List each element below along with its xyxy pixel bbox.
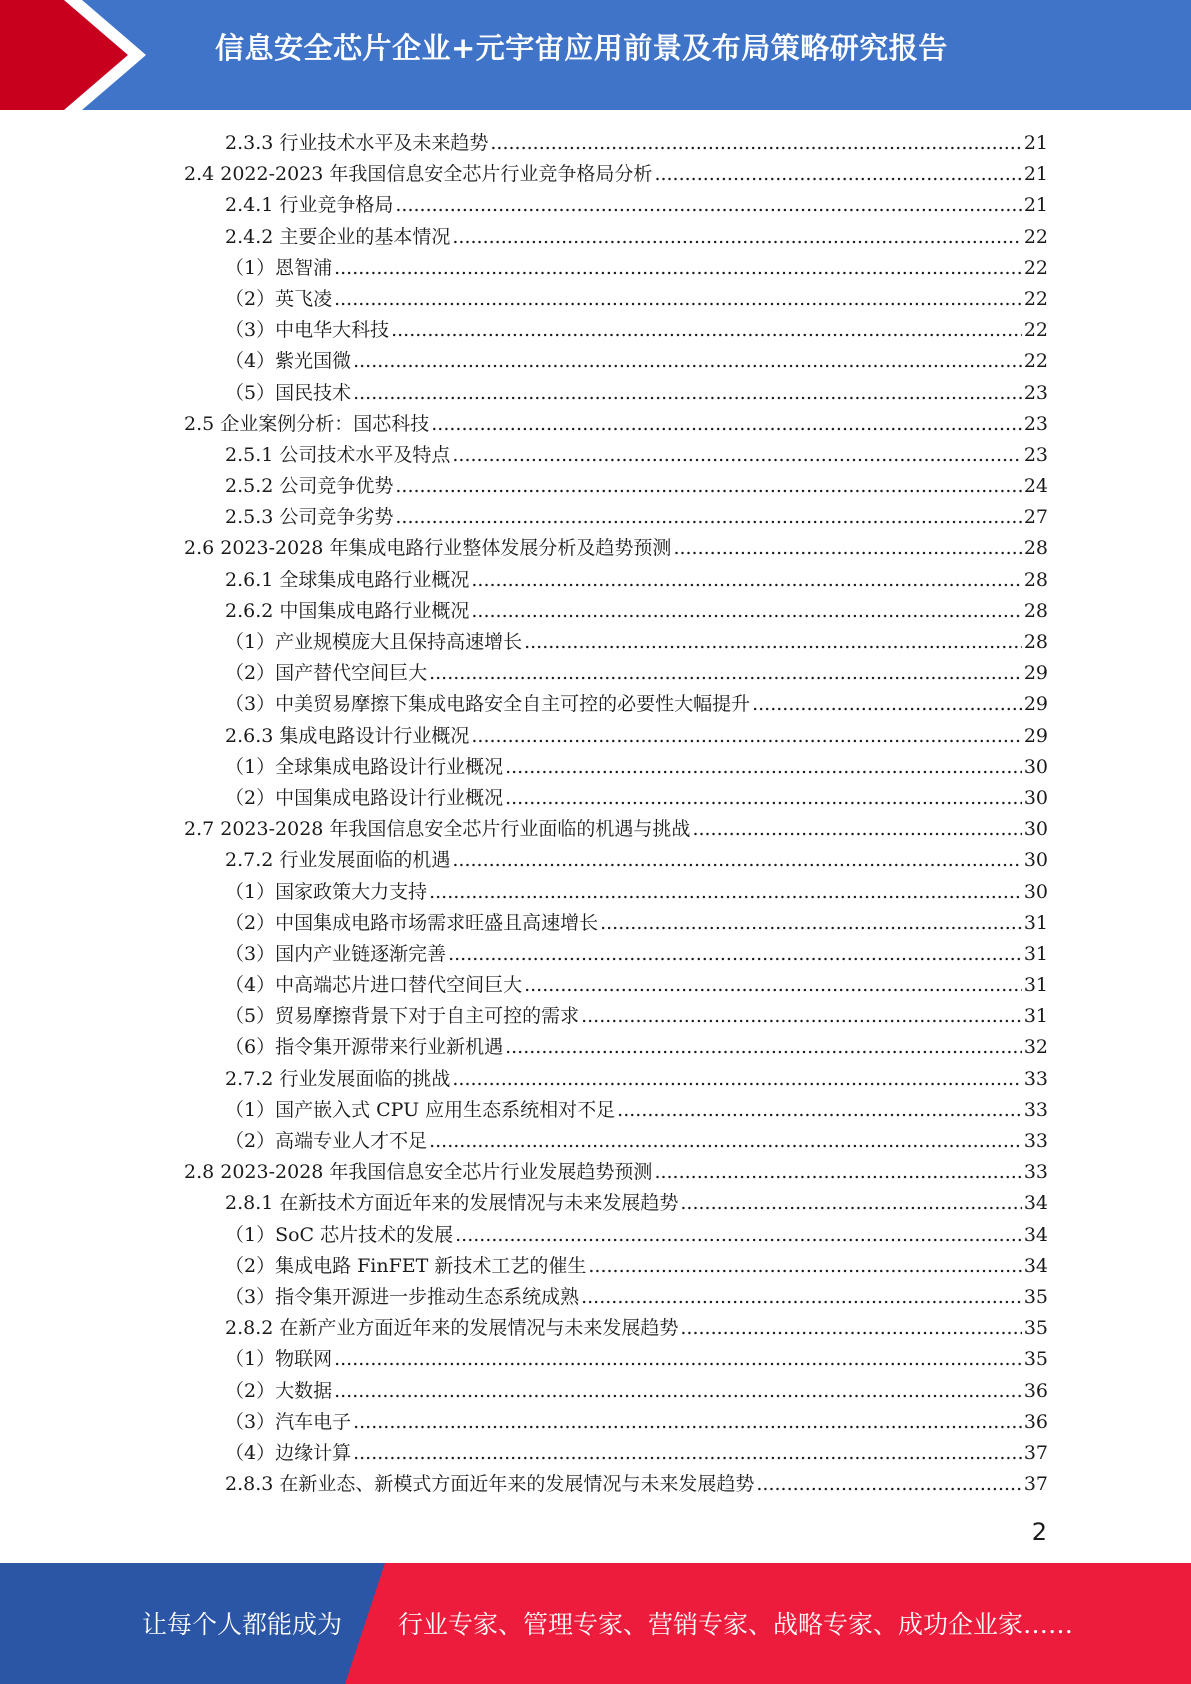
toc-dot-leader: [395, 502, 1021, 533]
toc-entry[interactable]: [184, 1376, 1048, 1407]
toc-entry-page: 36: [1023, 1410, 1048, 1433]
toc-entry[interactable]: [184, 190, 1048, 221]
toc-entry[interactable]: [184, 1282, 1048, 1313]
toc-entry-title: （4）边缘计算: [225, 1441, 352, 1464]
toc-entry-page: 30: [1023, 849, 1048, 872]
toc-entry-page: 22: [1023, 287, 1048, 310]
toc-entry[interactable]: [184, 970, 1048, 1001]
toc-entry-page: 28: [1023, 568, 1048, 591]
footer-slogan-right: 行业专家、管理专家、营销专家、战略专家、成功企业家……: [398, 1610, 1074, 1639]
toc-entry-page: 36: [1023, 1379, 1048, 1402]
toc-entry-page: 28: [1023, 537, 1048, 560]
toc-entry-page: 34: [1023, 1223, 1048, 1246]
toc-entry-title: 2.8.1 在新技术方面近年来的发展情况与未来发展趋势: [225, 1192, 679, 1215]
toc-entry-page: 37: [1023, 1473, 1048, 1496]
toc-entry-title: 2.3.3 行业技术水平及未来趋势: [225, 132, 489, 154]
toc-entry[interactable]: [184, 471, 1048, 502]
toc-entry[interactable]: [184, 596, 1048, 627]
toc-entry-title: （2）高端专业人才不足: [225, 1130, 428, 1152]
toc-entry-page: 35: [1023, 1348, 1048, 1371]
toc-entry-page: 35: [1023, 1285, 1048, 1308]
toc-dot-leader: [429, 658, 1022, 689]
toc-entry-page: 21: [1023, 194, 1048, 217]
toc-entry-page: 23: [1023, 443, 1048, 466]
toc-dot-leader: [505, 1032, 1022, 1063]
toc-dot-leader: [680, 1188, 1021, 1219]
toc-entry-page: 34: [1023, 1192, 1048, 1215]
toc-entry-title: （3）指令集开源进一步推动生态系统成熟: [225, 1285, 580, 1308]
toc-entry[interactable]: [184, 752, 1048, 783]
toc-dot-leader: [391, 315, 1022, 346]
toc-entry-page: 28: [1023, 599, 1048, 622]
toc-entry[interactable]: [184, 565, 1048, 596]
toc-entry-page: 33: [1023, 1161, 1048, 1184]
toc-entry-title: 2.8 2023-2028 年我国信息安全芯片行业发展趋势预测: [184, 1161, 653, 1184]
toc-entry-page: 23: [1023, 381, 1048, 404]
toc-dot-leader: [752, 689, 1022, 720]
toc-entry[interactable]: [184, 783, 1048, 814]
toc-entry[interactable]: [184, 378, 1048, 409]
toc-entry[interactable]: [184, 658, 1048, 689]
toc-entry[interactable]: [184, 1126, 1048, 1157]
toc-dot-leader: [471, 565, 1021, 596]
toc-entry-page: 23: [1023, 412, 1048, 435]
toc-entry-title: （2）中国集成电路市场需求旺盛且高速增长: [225, 911, 599, 934]
toc-dot-leader: [429, 1126, 1022, 1157]
toc-dot-leader: [455, 1220, 1022, 1251]
toc-entry-page: 22: [1023, 256, 1048, 279]
toc-entry-title: （1）恩智浦: [225, 256, 333, 279]
toc-entry-title: （1）SoC 芯片技术的发展: [225, 1223, 454, 1246]
toc-dot-leader: [471, 596, 1021, 627]
toc-dot-leader: [680, 1313, 1021, 1344]
toc-entry-title: （3）中电华大科技: [225, 319, 390, 342]
toc-dot-leader: [617, 1095, 1022, 1126]
toc-entry-title: （1）国家政策大力支持: [225, 880, 428, 903]
toc-entry-title: （2）英飞凌: [225, 287, 333, 310]
toc-entry[interactable]: [184, 222, 1048, 253]
toc-entry[interactable]: [184, 1032, 1048, 1063]
toc-entry[interactable]: [184, 253, 1048, 284]
toc-entry-title: 2.6.3 集成电路设计行业概况: [225, 724, 470, 747]
toc-entry[interactable]: [184, 502, 1048, 533]
footer-slogan-left: 让每个人都能成为: [142, 1610, 343, 1639]
toc-entry-title: （2）集成电路 FinFET 新技术工艺的催生: [225, 1254, 587, 1277]
toc-entry-page: 35: [1023, 1317, 1048, 1340]
toc-entry[interactable]: [184, 877, 1048, 908]
toc-entry[interactable]: [184, 1095, 1048, 1126]
toc-dot-leader: [524, 970, 1022, 1001]
toc-dot-leader: [600, 908, 1022, 939]
toc-entry-title: 2.6.1 全球集成电路行业概况: [225, 568, 470, 591]
toc-entry[interactable]: [184, 814, 1048, 845]
toc-entry[interactable]: [184, 159, 1048, 190]
toc-entry[interactable]: [184, 315, 1048, 346]
toc-entry[interactable]: [184, 1344, 1048, 1375]
toc-entry-page: 29: [1023, 693, 1048, 716]
toc-dot-leader: [395, 471, 1021, 502]
toc-entry-title: （6）指令集开源带来行业新机遇: [225, 1036, 504, 1059]
toc-entry-page: 33: [1023, 1130, 1048, 1152]
toc-dot-leader: [673, 533, 1021, 564]
toc-entry-title: （5）国民技术: [225, 381, 352, 404]
toc-entry-page: 33: [1023, 1067, 1048, 1090]
toc-dot-leader: [581, 1001, 1022, 1032]
toc-entry-page: 21: [1023, 132, 1048, 154]
toc-entry-title: （3）中美贸易摩擦下集成电路安全自主可控的必要性大幅提升: [225, 693, 751, 716]
toc-dot-leader: [588, 1251, 1021, 1282]
toc-entry-page: 31: [1023, 1005, 1048, 1028]
toc-dot-leader: [524, 627, 1022, 658]
toc-entry[interactable]: [184, 1220, 1048, 1251]
toc-dot-leader: [692, 814, 1021, 845]
toc-dot-leader: [490, 128, 1021, 159]
toc-dot-leader: [505, 783, 1022, 814]
page-footer: [0, 1563, 1191, 1684]
toc-dot-leader: [448, 939, 1022, 970]
toc-entry-page: 31: [1023, 942, 1048, 965]
toc-dot-leader: [334, 253, 1022, 284]
toc-dot-leader: [756, 1469, 1021, 1500]
toc-entry-title: 2.5.2 公司竞争优势: [225, 475, 394, 498]
toc-entry-title: （2）中国集成电路设计行业概况: [225, 786, 504, 809]
toc-entry[interactable]: [184, 1001, 1048, 1032]
toc-entry-title: 2.4.1 行业竞争格局: [225, 194, 394, 217]
toc-entry-title: （3）国内产业链逐渐完善: [225, 942, 447, 965]
toc-entry[interactable]: [184, 409, 1048, 440]
toc-entry-title: （1）产业规模庞大且保持高速增长: [225, 631, 523, 653]
toc-entry-page: 31: [1023, 911, 1048, 934]
toc-dot-leader: [353, 378, 1022, 409]
toc-entry-title: 2.7 2023-2028 年我国信息安全芯片行业面临的机遇与挑战: [184, 818, 691, 841]
toc-entry-page: 31: [1023, 974, 1048, 997]
toc-entry-title: （5）贸易摩擦背景下对于自主可控的需求: [225, 1005, 580, 1028]
toc-entry-title: 2.6.2 中国集成电路行业概况: [225, 599, 470, 622]
toc-dot-leader: [334, 1376, 1022, 1407]
toc-dot-leader: [581, 1282, 1022, 1313]
toc-entry-title: 2.7.2 行业发展面临的机遇: [225, 849, 451, 872]
toc-dot-leader: [452, 222, 1021, 253]
table-of-contents: [184, 128, 1048, 1500]
toc-dot-leader: [429, 877, 1022, 908]
toc-entry-title: 2.6 2023-2028 年集成电路行业整体发展分析及趋势预测: [184, 537, 672, 560]
toc-entry[interactable]: [184, 346, 1048, 377]
toc-entry-page: 27: [1023, 506, 1048, 529]
toc-entry[interactable]: [184, 440, 1048, 471]
toc-dot-leader: [505, 752, 1022, 783]
toc-entry[interactable]: [184, 908, 1048, 939]
toc-entry-page: 22: [1023, 225, 1048, 248]
toc-entry-title: （4）中高端芯片进口替代空间巨大: [225, 974, 523, 997]
toc-dot-leader: [353, 1438, 1022, 1469]
toc-entry[interactable]: [184, 1188, 1048, 1219]
toc-dot-leader: [654, 159, 1021, 190]
toc-entry-page: 30: [1023, 755, 1048, 778]
toc-entry[interactable]: [184, 1157, 1048, 1188]
toc-entry[interactable]: [184, 1469, 1048, 1500]
toc-dot-leader: [452, 845, 1021, 876]
toc-entry-page: 28: [1023, 631, 1048, 653]
toc-entry-page: 22: [1023, 319, 1048, 342]
toc-entry-page: 32: [1023, 1036, 1048, 1059]
toc-entry-title: 2.5.3 公司竞争劣势: [225, 506, 394, 529]
toc-entry-title: 2.8.2 在新产业方面近年来的发展情况与未来发展趋势: [225, 1317, 679, 1340]
toc-entry-page: 30: [1023, 880, 1048, 903]
toc-dot-leader: [334, 284, 1022, 315]
toc-dot-leader: [431, 409, 1022, 440]
toc-entry[interactable]: [184, 533, 1048, 564]
toc-dot-leader: [452, 440, 1021, 471]
toc-entry[interactable]: [184, 1313, 1048, 1344]
toc-entry-title: 2.7.2 行业发展面临的挑战: [225, 1067, 451, 1090]
header-arrow-graphic: [0, 0, 160, 110]
toc-entry-page: 22: [1023, 350, 1048, 373]
toc-entry[interactable]: [184, 939, 1048, 970]
toc-entry-title: （1）国产嵌入式 CPU 应用生态系统相对不足: [225, 1098, 616, 1121]
toc-entry[interactable]: [184, 1407, 1048, 1438]
toc-entry[interactable]: [184, 721, 1048, 752]
toc-dot-leader: [471, 721, 1021, 752]
page-number: 2: [1031, 1518, 1047, 1546]
page-header: [0, 0, 1191, 110]
toc-entry-page: 30: [1023, 786, 1048, 809]
toc-entry-title: （3）汽车电子: [225, 1410, 352, 1433]
toc-entry-page: 29: [1023, 662, 1048, 685]
toc-dot-leader: [654, 1157, 1021, 1188]
toc-entry[interactable]: [184, 128, 1048, 159]
toc-dot-leader: [395, 190, 1021, 221]
toc-entry-page: 21: [1023, 163, 1048, 186]
toc-entry[interactable]: [184, 1438, 1048, 1469]
toc-entry-page: 34: [1023, 1254, 1048, 1277]
toc-entry-title: 2.5 企业案例分析：国芯科技: [184, 412, 430, 435]
toc-entry[interactable]: [184, 1064, 1048, 1095]
toc-entry[interactable]: [184, 627, 1048, 658]
toc-entry-title: （1）物联网: [225, 1348, 333, 1371]
toc-entry-title: 2.5.1 公司技术水平及特点: [225, 443, 451, 466]
toc-dot-leader: [353, 346, 1022, 377]
toc-entry[interactable]: [184, 689, 1048, 720]
toc-dot-leader: [334, 1344, 1022, 1375]
toc-entry-page: 33: [1023, 1098, 1048, 1121]
toc-dot-leader: [452, 1064, 1021, 1095]
toc-entry-page: 24: [1023, 475, 1048, 498]
toc-entry-page: 30: [1023, 818, 1048, 841]
toc-entry-title: 2.4.2 主要企业的基本情况: [225, 225, 451, 248]
toc-entry-title: （1）全球集成电路设计行业概况: [225, 755, 504, 778]
toc-entry-title: 2.4 2022-2023 年我国信息安全芯片行业竞争格局分析: [184, 163, 653, 186]
toc-entry-title: （2）大数据: [225, 1379, 333, 1402]
toc-entry-page: 29: [1023, 724, 1048, 747]
toc-entry-title: （4）紫光国微: [225, 350, 352, 373]
toc-entry[interactable]: [184, 1251, 1048, 1282]
toc-entry[interactable]: [184, 284, 1048, 315]
toc-entry-title: （2）国产替代空间巨大: [225, 662, 428, 685]
toc-entry-title: 2.8.3 在新业态、新模式方面近年来的发展情况与未来发展趋势: [225, 1473, 755, 1496]
toc-dot-leader: [353, 1407, 1022, 1438]
toc-entry-page: 37: [1023, 1441, 1048, 1464]
toc-entry[interactable]: [184, 845, 1048, 876]
report-title: 信息安全芯片企业+元宇宙应用前景及布局策略研究报告: [215, 31, 948, 65]
